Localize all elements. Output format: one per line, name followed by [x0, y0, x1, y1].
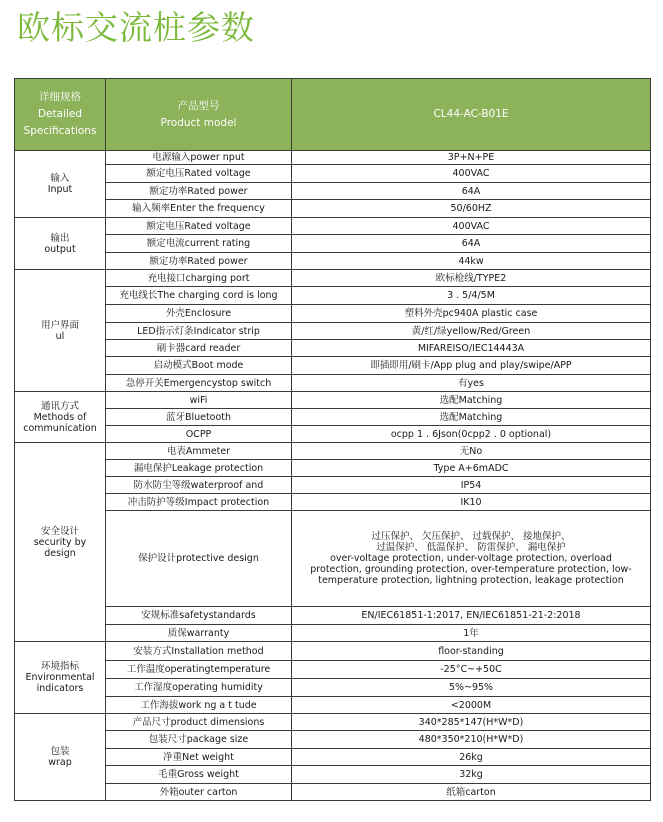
category-cell — [15, 392, 106, 443]
param-cell: 蓝牙Bluetooth — [106, 409, 292, 426]
param-cell: LED指示灯条Indicator strip — [106, 323, 292, 340]
category-label: 输入 — [50, 173, 70, 184]
table-row — [15, 714, 651, 731]
table-row — [15, 305, 651, 323]
value-cell: 即插即用/刷卡/App plug and play/swipe/APP — [292, 357, 651, 375]
value-cell: IP54 — [292, 477, 651, 494]
value-cell: 340*285*147(H*W*D) — [292, 714, 651, 731]
category-label: output — [44, 243, 76, 255]
category-label: ul — [55, 330, 65, 342]
param-cell: 外箱outer carton — [106, 784, 292, 801]
value-cell: 64A — [292, 235, 651, 253]
value-cell: Type A+6mADC — [292, 460, 651, 477]
param-cell: 工作温度operatingtemperature — [106, 661, 292, 679]
category-label: design — [44, 547, 76, 559]
value-line: temperature protection, lightning protection, leakage protection — [318, 575, 624, 586]
value-cell: 选配Matching — [292, 392, 651, 409]
value-cell: 400VAC — [292, 218, 651, 235]
table-row — [15, 270, 651, 287]
table-row — [15, 443, 651, 460]
value-cell: 26kg — [292, 749, 651, 766]
param-cell: 工作湿度operating humidity — [106, 679, 292, 697]
value-cell: 5%~95% — [292, 679, 651, 697]
table-row — [15, 200, 651, 218]
header-model-en: Product model — [160, 116, 237, 129]
param-cell: 漏电保护Leakage protection — [106, 460, 292, 477]
table-row — [15, 625, 651, 642]
value-cell: 32kg — [292, 766, 651, 784]
table-row — [15, 409, 651, 426]
category-label: Environmental — [25, 672, 95, 683]
category-label: wrap — [48, 757, 72, 768]
value-cell: 44kw — [292, 253, 651, 270]
category-label: 用户界面 — [40, 319, 79, 331]
header-spec-en2: Specifications — [23, 125, 97, 137]
value-line: 过温保护、 低温保护、 防雷保护、 漏电保护 — [376, 542, 566, 553]
param-cell: 额定电压Rated voltage — [106, 218, 292, 235]
table-row — [15, 340, 651, 357]
param-cell: 额定电压Rated voltage — [106, 165, 292, 183]
value-cell: ocpp 1 . 6Json(0cpp2 . 0 optional) — [292, 426, 651, 443]
value-cell: 黄/红/绿yellow/Red/Green — [292, 323, 651, 340]
param-cell: 外壳Enclosure — [106, 305, 292, 323]
value-cell: -25°C~+50C — [292, 661, 651, 679]
category-cell — [15, 151, 106, 218]
param-cell: 额定功率Rated power — [106, 253, 292, 270]
category-label: 通讯方式 — [40, 400, 79, 412]
category-label: Methods of — [33, 411, 87, 423]
table-row — [15, 642, 651, 661]
header-model-cell — [106, 79, 292, 151]
header-model-zh: 产品型号 — [177, 99, 220, 112]
table-row — [15, 357, 651, 375]
category-label: 包装 — [50, 746, 70, 757]
header-model-value: CL44-AC-B01E — [292, 79, 651, 151]
param-cell: OCPP — [106, 426, 292, 443]
param-cell: 电表Ammeter — [106, 443, 292, 460]
value-cell: 选配Matching — [292, 409, 651, 426]
value-cell: IK10 — [292, 494, 651, 511]
table-row — [15, 766, 651, 784]
value-cell: 1年 — [292, 625, 651, 642]
table-row — [15, 375, 651, 392]
header-spec-en1: Detailed — [37, 108, 83, 120]
value-line: protection, grounding protection, over-temperature protection, low- — [310, 564, 632, 575]
param-cell: 产品尺寸product dimensions — [106, 714, 292, 731]
table-row — [15, 235, 651, 253]
param-cell: 充电线长The charging cord is long — [106, 287, 292, 305]
param-cell: wiFi — [106, 392, 292, 409]
value-cell: MIFAREISO/IEC14443A — [292, 340, 651, 357]
param-cell: 额定功率Rated power — [106, 183, 292, 200]
table-row — [15, 323, 651, 340]
table-row — [15, 511, 651, 607]
table-row — [15, 151, 651, 165]
value-cell: 塑料外壳pc940A plastic case — [292, 305, 651, 323]
table-row — [15, 218, 651, 235]
category-label: communication — [23, 422, 97, 434]
table-row — [15, 287, 651, 305]
category-label: 环境指标 — [40, 661, 79, 672]
param-cell: 充电接口charging port — [106, 270, 292, 287]
category-cell — [15, 218, 106, 270]
param-cell: 急停开关Emergencystop switch — [106, 375, 292, 392]
category-cell — [15, 270, 106, 392]
category-cell — [15, 443, 106, 642]
param-cell: 额定电流current rating — [106, 235, 292, 253]
value-line: 过压保护、 欠压保护、 过载保护、 接地保护、 — [371, 531, 571, 542]
value-cell: 3 . 5/4/5M — [292, 287, 651, 305]
table-row — [15, 165, 651, 183]
value-cell: 480*350*210(H*W*D) — [292, 731, 651, 749]
table-row — [15, 679, 651, 697]
value-cell: 无No — [292, 443, 651, 460]
table-row — [15, 426, 651, 443]
param-cell: 刷卡器card reader — [106, 340, 292, 357]
param-cell: 工作海拔work ng a t tude — [106, 697, 292, 714]
table-row — [15, 392, 651, 409]
table-row — [15, 784, 651, 801]
value-cell: <2000M — [292, 697, 651, 714]
table-row — [15, 477, 651, 494]
table-row — [15, 253, 651, 270]
header-spec-zh: 详细规格 — [39, 91, 81, 103]
header-spec-cell — [15, 79, 106, 151]
param-cell: 安规标准safetystandards — [106, 607, 292, 625]
table-row — [15, 661, 651, 679]
table-row — [15, 460, 651, 477]
category-label: indicators — [36, 683, 84, 694]
param-cell: 冲击防护等级Impact protection — [106, 494, 292, 511]
category-label: Input — [47, 184, 73, 195]
param-cell: 毛重Gross weight — [106, 766, 292, 784]
value-cell: 64A — [292, 183, 651, 200]
value-cell: 纸箱carton — [292, 784, 651, 801]
value-cell: 50/60HZ — [292, 200, 651, 218]
param-cell: 防水防尘等级waterproof and — [106, 477, 292, 494]
category-label: 安全设计 — [40, 525, 79, 537]
table-row — [15, 183, 651, 200]
table-row — [15, 731, 651, 749]
param-cell: 电源输入power nput — [106, 151, 292, 165]
param-cell: 输入频率Enter the frequency — [106, 200, 292, 218]
category-label: 输出 — [50, 232, 70, 244]
value-cell — [292, 511, 651, 607]
category-label: security by — [33, 536, 87, 548]
table-row — [15, 697, 651, 714]
value-cell: 有yes — [292, 375, 651, 392]
value-cell: 欧标枪线/TYPE2 — [292, 270, 651, 287]
param-cell: 包装尺寸package size — [106, 731, 292, 749]
param-cell: 保护设计protective design — [106, 511, 292, 607]
header-row — [15, 79, 651, 151]
value-cell: 400VAC — [292, 165, 651, 183]
table-row — [15, 607, 651, 625]
param-cell: 启动模式Boot mode — [106, 357, 292, 375]
param-cell: 净重Net weight — [106, 749, 292, 766]
value-cell: 3P+N+PE — [292, 151, 651, 165]
category-cell — [15, 714, 106, 801]
value-line: over-voltage protection, under-voltage protection, overload — [330, 553, 612, 564]
category-cell — [15, 642, 106, 714]
spec-table — [14, 78, 651, 801]
param-cell: 质保warranty — [106, 625, 292, 642]
page-title: 欧标交流桩参数 — [17, 8, 255, 47]
param-cell: 安装方式Installation method — [106, 642, 292, 661]
table-row — [15, 749, 651, 766]
table-row — [15, 494, 651, 511]
value-cell: floor-standing — [292, 642, 651, 661]
value-cell: EN/IEC61851-1:2017, EN/IEC61851-21-2:2018 — [292, 607, 651, 625]
